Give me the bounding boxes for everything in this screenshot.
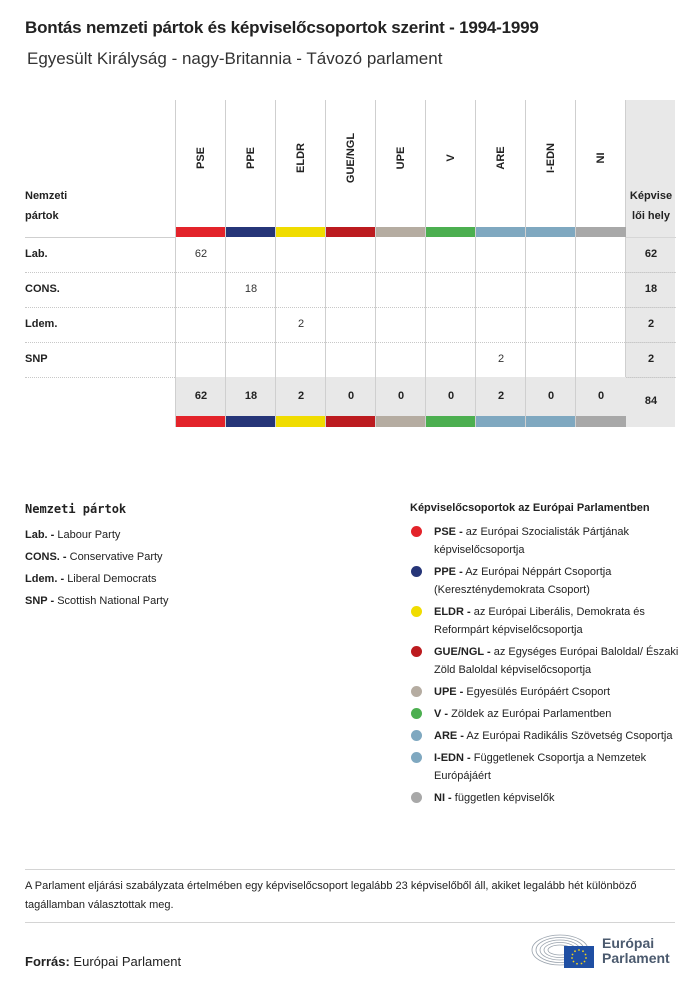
parliament-hemicycle-icon — [530, 930, 600, 972]
group-column — [225, 100, 275, 427]
seat-cell — [176, 342, 226, 377]
seat-cell — [226, 342, 276, 377]
column-total: 0 — [597, 390, 605, 402]
group-code: PPE — [245, 146, 257, 170]
column-total: 2 — [497, 390, 505, 402]
group-color-bar — [476, 227, 526, 237]
seat-cell — [576, 307, 626, 342]
logo-line2: Parlament — [602, 950, 670, 966]
logo-line1: Európai — [602, 935, 655, 951]
group-color-bar — [576, 227, 626, 237]
group-code: GUE/NGL — [345, 132, 357, 184]
source — [25, 954, 181, 969]
group-description: az Európai Liberális, Demokrata és Reformpárt képviselőcsoportja — [434, 606, 645, 636]
group-color-bar — [326, 227, 376, 237]
group-legend-item — [410, 643, 680, 679]
total-header-line1: Képvise — [629, 190, 673, 202]
group-code: ARE — [495, 146, 507, 170]
group-description: Egyesülés Európáért Csoport — [466, 686, 611, 698]
group-description: Zöldek az Európai Parlamentben — [451, 708, 612, 720]
party-abbr: SNP - — [25, 595, 55, 607]
total-divider — [626, 237, 676, 238]
seat-cell — [426, 307, 476, 342]
seat-cell — [176, 307, 226, 342]
group-abbr: NI - — [434, 792, 452, 804]
row-header-line1: Nemzeti — [25, 190, 68, 202]
logo-text — [602, 936, 670, 966]
row-label-party: SNP — [25, 353, 48, 365]
total-header — [626, 186, 676, 226]
row-label-party: CONS. — [25, 283, 60, 295]
seat-cell: 2 — [497, 353, 505, 365]
group-color-bar — [526, 416, 576, 427]
ep-logo — [530, 930, 680, 972]
grand-total: 84 — [644, 395, 658, 407]
group-column — [375, 100, 425, 427]
seat-cell — [276, 272, 326, 307]
party-name: Liberal Democrats — [67, 573, 157, 585]
party-legend-item — [25, 568, 168, 590]
group-header — [376, 100, 426, 227]
group-header — [476, 100, 526, 227]
seat-cell — [326, 272, 376, 307]
group-color-bar — [376, 227, 426, 237]
group-description: Az Európai Radikális Szövetség Csoportja — [466, 730, 673, 742]
color-dot-icon — [411, 686, 422, 697]
group-column — [525, 100, 575, 427]
group-color-bar — [376, 416, 426, 427]
seat-cell — [476, 307, 526, 342]
group-legend-item — [410, 705, 680, 723]
seat-cell — [476, 237, 526, 272]
group-legend-item — [410, 789, 680, 807]
seat-cell — [276, 237, 326, 272]
seat-cell — [176, 272, 226, 307]
group-description: az Európai Szocialisták Pártjának képviselőcsoportja — [434, 526, 630, 556]
row-header — [25, 186, 67, 226]
seat-cell — [276, 342, 326, 377]
column-total: 0 — [397, 390, 405, 402]
seat-cell — [426, 237, 476, 272]
seat-cell: 18 — [244, 283, 258, 295]
group-legend-item — [410, 727, 680, 745]
party-abbr: Lab. - — [25, 529, 55, 541]
seat-cell — [226, 307, 276, 342]
color-dot-icon — [411, 708, 422, 719]
group-header — [226, 100, 276, 227]
group-legend-item — [410, 523, 680, 559]
group-abbr: GUE/NGL - — [434, 646, 491, 658]
party-legend-item — [25, 524, 168, 546]
group-header — [176, 100, 226, 227]
seat-cell — [376, 272, 426, 307]
group-color-bar — [226, 227, 276, 237]
source-value: Európai Parlament — [73, 954, 182, 969]
column-total: 0 — [347, 390, 355, 402]
group-abbr: ARE - — [434, 730, 464, 742]
seat-cell — [576, 342, 626, 377]
group-color-bar — [576, 416, 626, 427]
group-header — [526, 100, 576, 227]
seat-cell: 2 — [297, 318, 305, 330]
group-abbr: ELDR - — [434, 606, 471, 618]
group-legend-item — [410, 603, 680, 639]
seat-cell — [526, 272, 576, 307]
party-abbr: CONS. - — [25, 551, 67, 563]
seat-cell — [526, 307, 576, 342]
column-total: 0 — [447, 390, 455, 402]
group-color-bar — [426, 416, 476, 427]
group-color-bar — [176, 416, 226, 427]
row-total: 2 — [647, 318, 655, 330]
color-dot-icon — [411, 752, 422, 763]
group-legend-item — [410, 749, 680, 785]
seat-cell — [376, 307, 426, 342]
group-description: Függetlenek Csoportja a Nemzetek Európájáért — [434, 752, 647, 782]
footnote: A Parlament eljárási szabályzata értelmében egy képviselőcsoport legalább 23 képviselőből áll, akiket legalább hét különböző tagállamban választottak meg. — [25, 880, 637, 911]
color-dot-icon — [411, 566, 422, 577]
source-label: Forrás: — [25, 954, 70, 969]
group-legend-item — [410, 563, 680, 599]
seat-cell — [326, 342, 376, 377]
row-label-party: Ldem. — [25, 318, 58, 330]
group-color-bar — [326, 416, 376, 427]
seat-cell — [526, 342, 576, 377]
group-legend-item — [410, 683, 680, 701]
party-legend-item — [25, 546, 168, 568]
seat-cell — [426, 342, 476, 377]
column-total: 2 — [297, 390, 305, 402]
group-header — [576, 100, 626, 227]
group-code: V — [445, 154, 457, 162]
party-legend-title: Nemzeti pártok — [25, 502, 127, 516]
group-header — [276, 100, 326, 227]
group-column — [575, 100, 625, 427]
column-total: 0 — [547, 390, 555, 402]
color-dot-icon — [411, 646, 422, 657]
group-color-bar — [276, 227, 326, 237]
divider — [25, 922, 675, 923]
group-abbr: V - — [434, 708, 449, 720]
group-code: NI — [595, 152, 607, 164]
seat-cell — [326, 237, 376, 272]
group-description: Az Európai Néppárt Csoportja (Kereszténydemokrata Csoport) — [434, 566, 612, 596]
row-total: 62 — [644, 248, 658, 260]
group-column — [425, 100, 475, 427]
group-column — [475, 100, 525, 427]
group-description: az Egységes Európai Baloldal/ Északi Zöld Baloldal képviselőcsoportja — [434, 646, 679, 676]
group-header — [426, 100, 476, 227]
group-color-bar — [426, 227, 476, 237]
party-legend-item — [25, 590, 168, 612]
group-code: PSE — [195, 146, 207, 170]
seat-cell: 62 — [194, 248, 208, 260]
group-abbr: UPE - — [434, 686, 464, 698]
group-header — [326, 100, 376, 227]
seat-cell — [326, 307, 376, 342]
party-name: Conservative Party — [69, 551, 163, 563]
group-color-bar — [276, 416, 326, 427]
group-column — [325, 100, 375, 427]
group-column — [275, 100, 325, 427]
group-abbr: PPE - — [434, 566, 463, 578]
column-total: 18 — [244, 390, 258, 402]
color-dot-icon — [411, 526, 422, 537]
divider — [25, 869, 675, 870]
seat-cell — [576, 237, 626, 272]
group-legend-title: Képviselőcsoportok az Európai Parlamentben — [410, 502, 650, 514]
group-description: független képviselők — [454, 792, 555, 804]
seat-cell — [526, 237, 576, 272]
total-header-line2: lői hely — [632, 210, 670, 222]
party-abbr: Ldem. - — [25, 573, 65, 585]
group-color-bar — [176, 227, 226, 237]
row-label-party: Lab. — [25, 248, 48, 260]
party-legend — [25, 502, 168, 612]
group-color-bar — [476, 416, 526, 427]
color-dot-icon — [411, 792, 422, 803]
page-subtitle: Egyesült Királyság - nagy-Britannia - Távozó parlament — [27, 49, 443, 68]
group-abbr: I-EDN - — [434, 752, 471, 764]
seat-cell — [426, 272, 476, 307]
row-total: 2 — [647, 353, 655, 365]
seat-table — [25, 100, 675, 430]
color-dot-icon — [411, 730, 422, 741]
seat-cell — [376, 342, 426, 377]
group-color-bar — [526, 227, 576, 237]
page-title: Bontás nemzeti pártok és képviselőcsoportok szerint - 1994-1999 — [25, 18, 539, 37]
seat-cell — [376, 237, 426, 272]
group-code: I-EDN — [545, 143, 557, 173]
group-legend — [410, 502, 680, 811]
row-header-line2: pártok — [25, 210, 59, 222]
group-code: ELDR — [295, 143, 307, 173]
group-code: UPE — [395, 146, 407, 170]
group-column — [175, 100, 225, 427]
column-total: 62 — [194, 390, 208, 402]
color-dot-icon — [411, 606, 422, 617]
seat-cell — [226, 237, 276, 272]
group-color-bar — [226, 416, 276, 427]
party-name: Labour Party — [57, 529, 121, 541]
seat-cell — [576, 272, 626, 307]
group-abbr: PSE - — [434, 526, 463, 538]
seat-cell — [476, 272, 526, 307]
party-name: Scottish National Party — [57, 595, 169, 607]
row-total: 18 — [644, 283, 658, 295]
